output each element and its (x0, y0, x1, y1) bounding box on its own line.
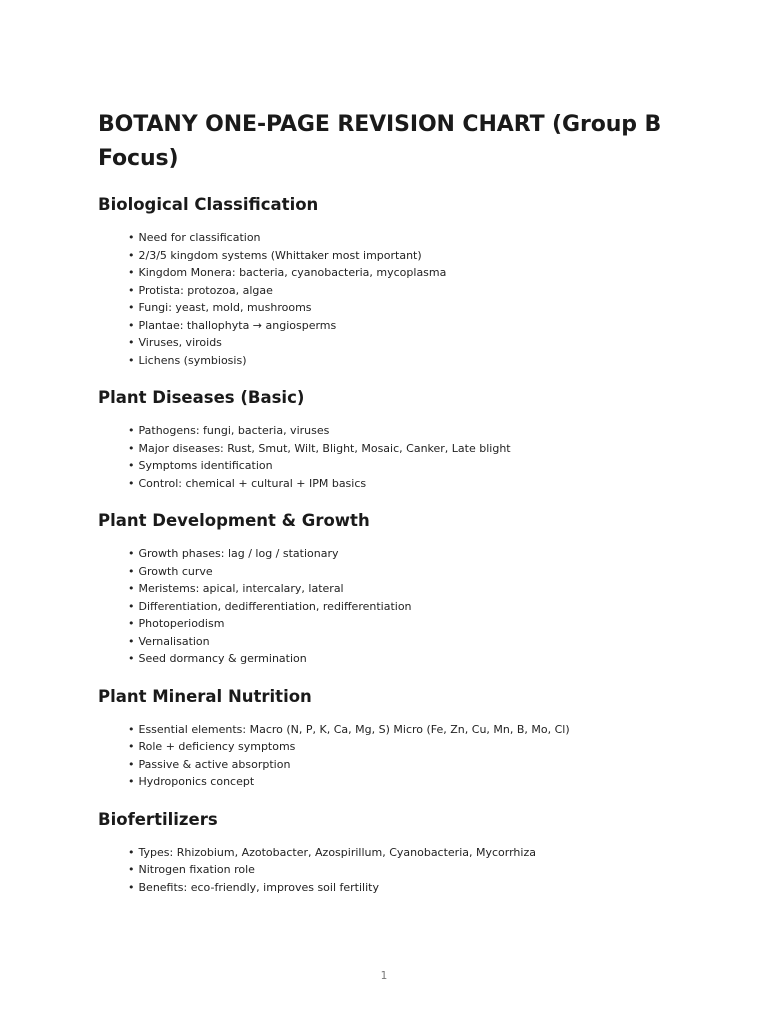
list-item-text: Plantae: thallophyta → angiosperms (138, 318, 337, 332)
list-item (128, 247, 698, 265)
list-item (128, 615, 698, 633)
section-heading: Biological Classification (98, 195, 319, 214)
bullet-icon: • (128, 722, 135, 736)
section-biological-classification (98, 176, 698, 369)
list-item (128, 633, 698, 651)
bullet-icon: • (128, 231, 135, 244)
list-item (128, 580, 698, 598)
bullet-icon: • (128, 775, 135, 788)
bullet-list (98, 831, 698, 897)
list-item (128, 440, 698, 458)
section-heading: Plant Mineral Nutrition (98, 686, 312, 706)
list-item (128, 738, 698, 756)
list-item-text: Vernalisation (138, 634, 210, 648)
bullet-icon: • (128, 459, 135, 472)
list-item (128, 721, 698, 739)
bullet-icon: • (128, 880, 135, 894)
list-item (128, 457, 698, 475)
list-item-text: Fungi: yeast, mold, mushrooms (138, 301, 312, 314)
bullet-icon: • (128, 599, 135, 613)
list-item-text: Major diseases: Rust, Smut, Wilt, Blight, Mosaic, Canker, Late blight (138, 441, 511, 455)
list-item (128, 282, 698, 300)
section-heading: Biofertilizers (98, 809, 218, 829)
bullet-icon: • (128, 757, 135, 771)
bullet-list (98, 708, 698, 791)
section-plant-development-growth (98, 492, 698, 668)
section-plant-diseases (98, 369, 698, 492)
list-item (128, 475, 698, 493)
list-item-text: Pathogens: fungi, bacteria, viruses (138, 424, 330, 437)
list-item (128, 422, 698, 440)
list-item-text: Nitrogen fixation role (138, 863, 255, 876)
document-title: BOTANY ONE-PAGE REVISION CHART (Group B Focus) (98, 112, 662, 171)
list-item-text: Seed dormancy & germination (138, 652, 307, 665)
list-item (128, 773, 698, 791)
bullet-icon: • (128, 634, 135, 648)
bullet-icon: • (128, 617, 135, 630)
list-item (128, 352, 698, 370)
bullet-icon: • (128, 547, 135, 560)
section-heading: Plant Diseases (Basic) (98, 388, 305, 407)
list-item-text: 2/3/5 kingdom systems (Whittaker most important) (138, 248, 422, 262)
list-item (128, 299, 698, 317)
list-item-text: Symptoms identification (138, 459, 273, 472)
list-item (128, 545, 698, 563)
bullet-icon: • (128, 441, 135, 455)
list-item (128, 334, 698, 352)
section-plant-mineral-nutrition (98, 668, 698, 791)
list-item (128, 563, 698, 581)
bullet-icon: • (128, 283, 135, 297)
bullet-icon: • (128, 863, 135, 876)
bullet-icon: • (128, 424, 135, 437)
list-item-text: Passive & active absorption (138, 757, 291, 771)
list-item-text: Photoperiodism (138, 617, 225, 630)
bullet-icon: • (128, 266, 135, 279)
list-item (128, 264, 698, 282)
list-item-text: Growth phases: lag / log / stationary (138, 547, 339, 560)
bullet-icon: • (128, 564, 135, 578)
bullet-icon: • (128, 476, 135, 490)
list-item-text: Benefits: eco-friendly, improves soil fertility (138, 880, 379, 894)
list-item (128, 756, 698, 774)
list-item (128, 879, 698, 897)
bullet-list (98, 216, 698, 369)
list-item-text: Control: chemical + cultural + IPM basics (138, 476, 367, 490)
list-item-text: Meristems: apical, intercalary, lateral (138, 582, 344, 595)
list-item (128, 861, 698, 879)
bullet-icon: • (128, 845, 135, 859)
list-item (128, 598, 698, 616)
bullet-icon: • (128, 353, 135, 367)
list-item-text: Viruses, viroids (138, 336, 222, 349)
list-item-text: Growth curve (138, 564, 213, 578)
document-page (98, 108, 698, 896)
bullet-icon: • (128, 582, 135, 595)
bullet-icon: • (128, 336, 135, 349)
list-item-text: Lichens (symbiosis) (138, 353, 247, 367)
list-item-text: Hydroponics concept (138, 775, 255, 788)
bullet-list (98, 532, 698, 668)
bullet-icon: • (128, 301, 135, 314)
list-item-text: Types: Rhizobium, Azotobacter, Azospirillum, Cyanobacteria, Mycorrhiza (138, 845, 536, 859)
section-biofertilizers (98, 791, 698, 897)
bullet-icon: • (128, 740, 135, 753)
list-item-text: Role + deficiency symptoms (138, 740, 296, 753)
bullet-icon: • (128, 318, 135, 332)
list-item-text: Protista: protozoa, algae (138, 283, 273, 297)
list-item-text: Kingdom Monera: bacteria, cyanobacteria, mycoplasma (138, 266, 447, 279)
bullet-list (98, 409, 698, 492)
list-item (128, 650, 698, 668)
bullet-icon: • (128, 248, 135, 262)
list-item-text: Differentiation, dedifferentiation, redifferentiation (138, 599, 412, 613)
list-item (128, 317, 698, 335)
page-number: 1 (380, 970, 388, 982)
section-heading: Plant Development & Growth (98, 511, 370, 530)
bullet-icon: • (128, 652, 135, 665)
list-item (128, 229, 698, 247)
list-item-text: Need for classification (138, 231, 261, 244)
list-item-text: Essential elements: Macro (N, P, K, Ca, Mg, S) Micro (Fe, Zn, Cu, Mn, B, Mo, Cl) (138, 722, 570, 736)
list-item (128, 844, 698, 862)
